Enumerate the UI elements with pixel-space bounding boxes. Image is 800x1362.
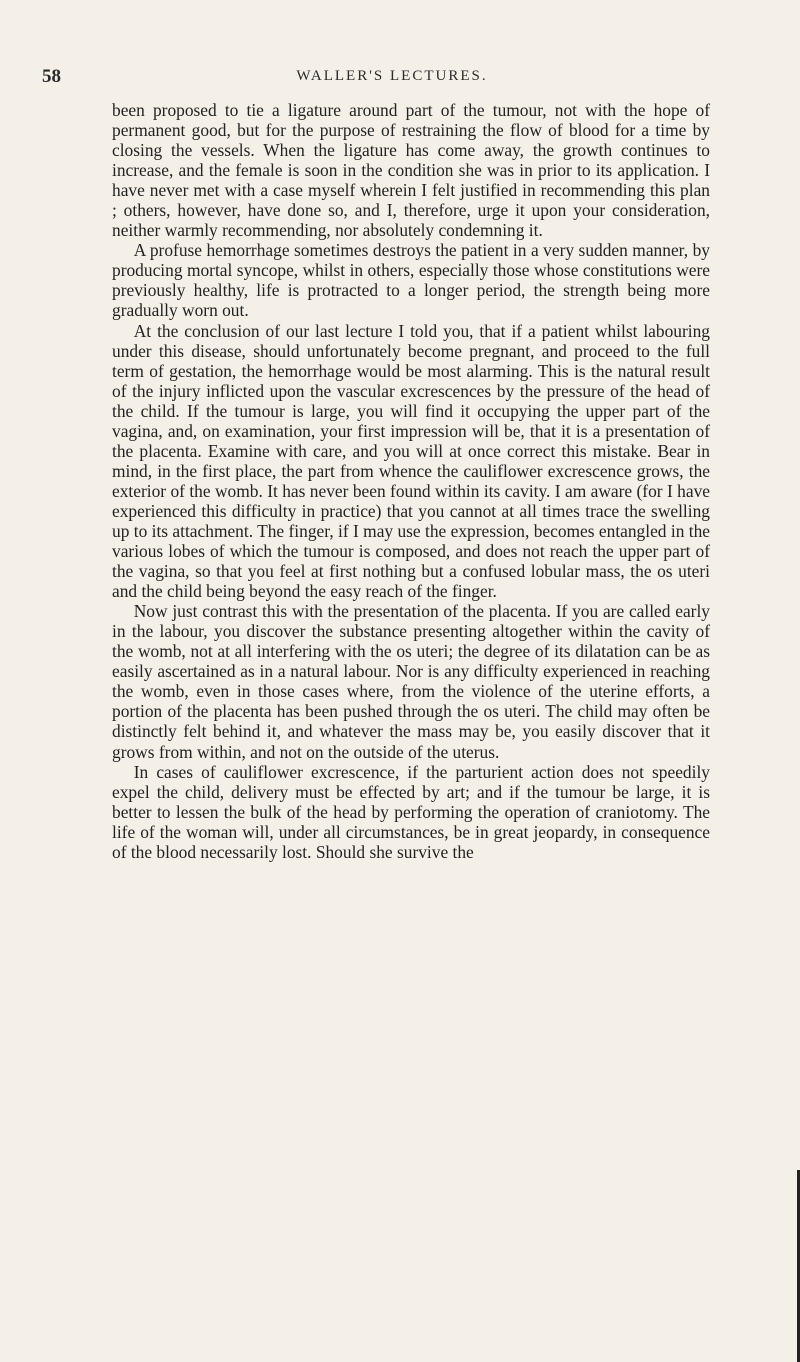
- paragraph-placenta-contrast: Now just contrast this with the presentation of the placenta. If you are called early in the labour, you discover the substance presenting altogether within the cavity of the womb, not at all interfering with the os uteri; the degree of its dilatation can be as easily ascertained as in a natural labour. Nor is any difficulty experienced in reaching the womb, even in those cases where, from the violence of the uterine efforts, a portion of the placenta has been pushed through the os uteri. The child may often be distinctly felt behind it, and whatever the mass may be, you easily discover that it grows from within, and not on the outside of the uterus.: [112, 601, 710, 762]
- page-number: 58: [42, 66, 61, 87]
- body-text: [112, 100, 710, 862]
- page-header: [42, 66, 742, 90]
- paragraph-hemorrhage: A profuse hemorrhage sometimes destroys the patient in a very sudden manner, by producing mortal syncope, whilst in others, especially those whose constitutions were previously healthy, life is protracted to a longer period, the strength being more gradually worn out.: [112, 240, 710, 321]
- paragraph-continuation: been proposed to tie a ligature around part of the tumour, not with the hope of permanent good, but for the purpose of restraining the flow of blood for a time by closing the vessels. When the ligature has come away, the growth continues to increase, and the female is soon in the condition she was in prior to its application. I have never met with a case myself wherein I felt justified in recommending this plan ; others, however, have done so, and I, therefore, urge it upon your consideration, neither warmly recommending, nor absolutely condemning it.: [112, 100, 710, 241]
- paragraph-craniotomy: In cases of cauliflower excrescence, if the parturient action does not speedily expel the child, delivery must be effected by art; and if the tumour be large, it is better to lessen the bulk of the head by performing the operation of craniotomy. The life of the woman will, under all circumstances, be in great jeopardy, in consequence of the blood necessarily lost. Should she survive the: [112, 761, 710, 862]
- running-head: WALLER'S LECTURES.: [296, 68, 488, 84]
- paragraph-pregnancy: At the conclusion of our last lecture I told you, that if a patient whilst labouring under this disease, should unfortunately become pregnant, and proceed to the full term of gestation, the hemorrhage would be most alarming. This is the natural result of the injury inflicted upon the vascular excrescences by the pressure of the head of the child. If the tumour is large, you will find it occupying the upper part of the vagina, and, on examination, your first impression will be, that it is a presentation of the placenta. Examine with care, and you will at once correct this mistake. Bear in mind, in the first place, the part from whence the cauliflower excrescence grows, the exterior of the womb. It has never been found within its cavity. I am aware (for I have experienced this difficulty in practice) that you cannot at all times trace the swelling up to its attachment. The finger, if I may use the expression, becomes entangled in the various lobes of which the tumour is composed, and does not reach the upper part of the vagina, so that you feel at first nothing but a confused lobular mass, the os uteri and the child being beyond the easy reach of the finger.: [112, 320, 710, 602]
